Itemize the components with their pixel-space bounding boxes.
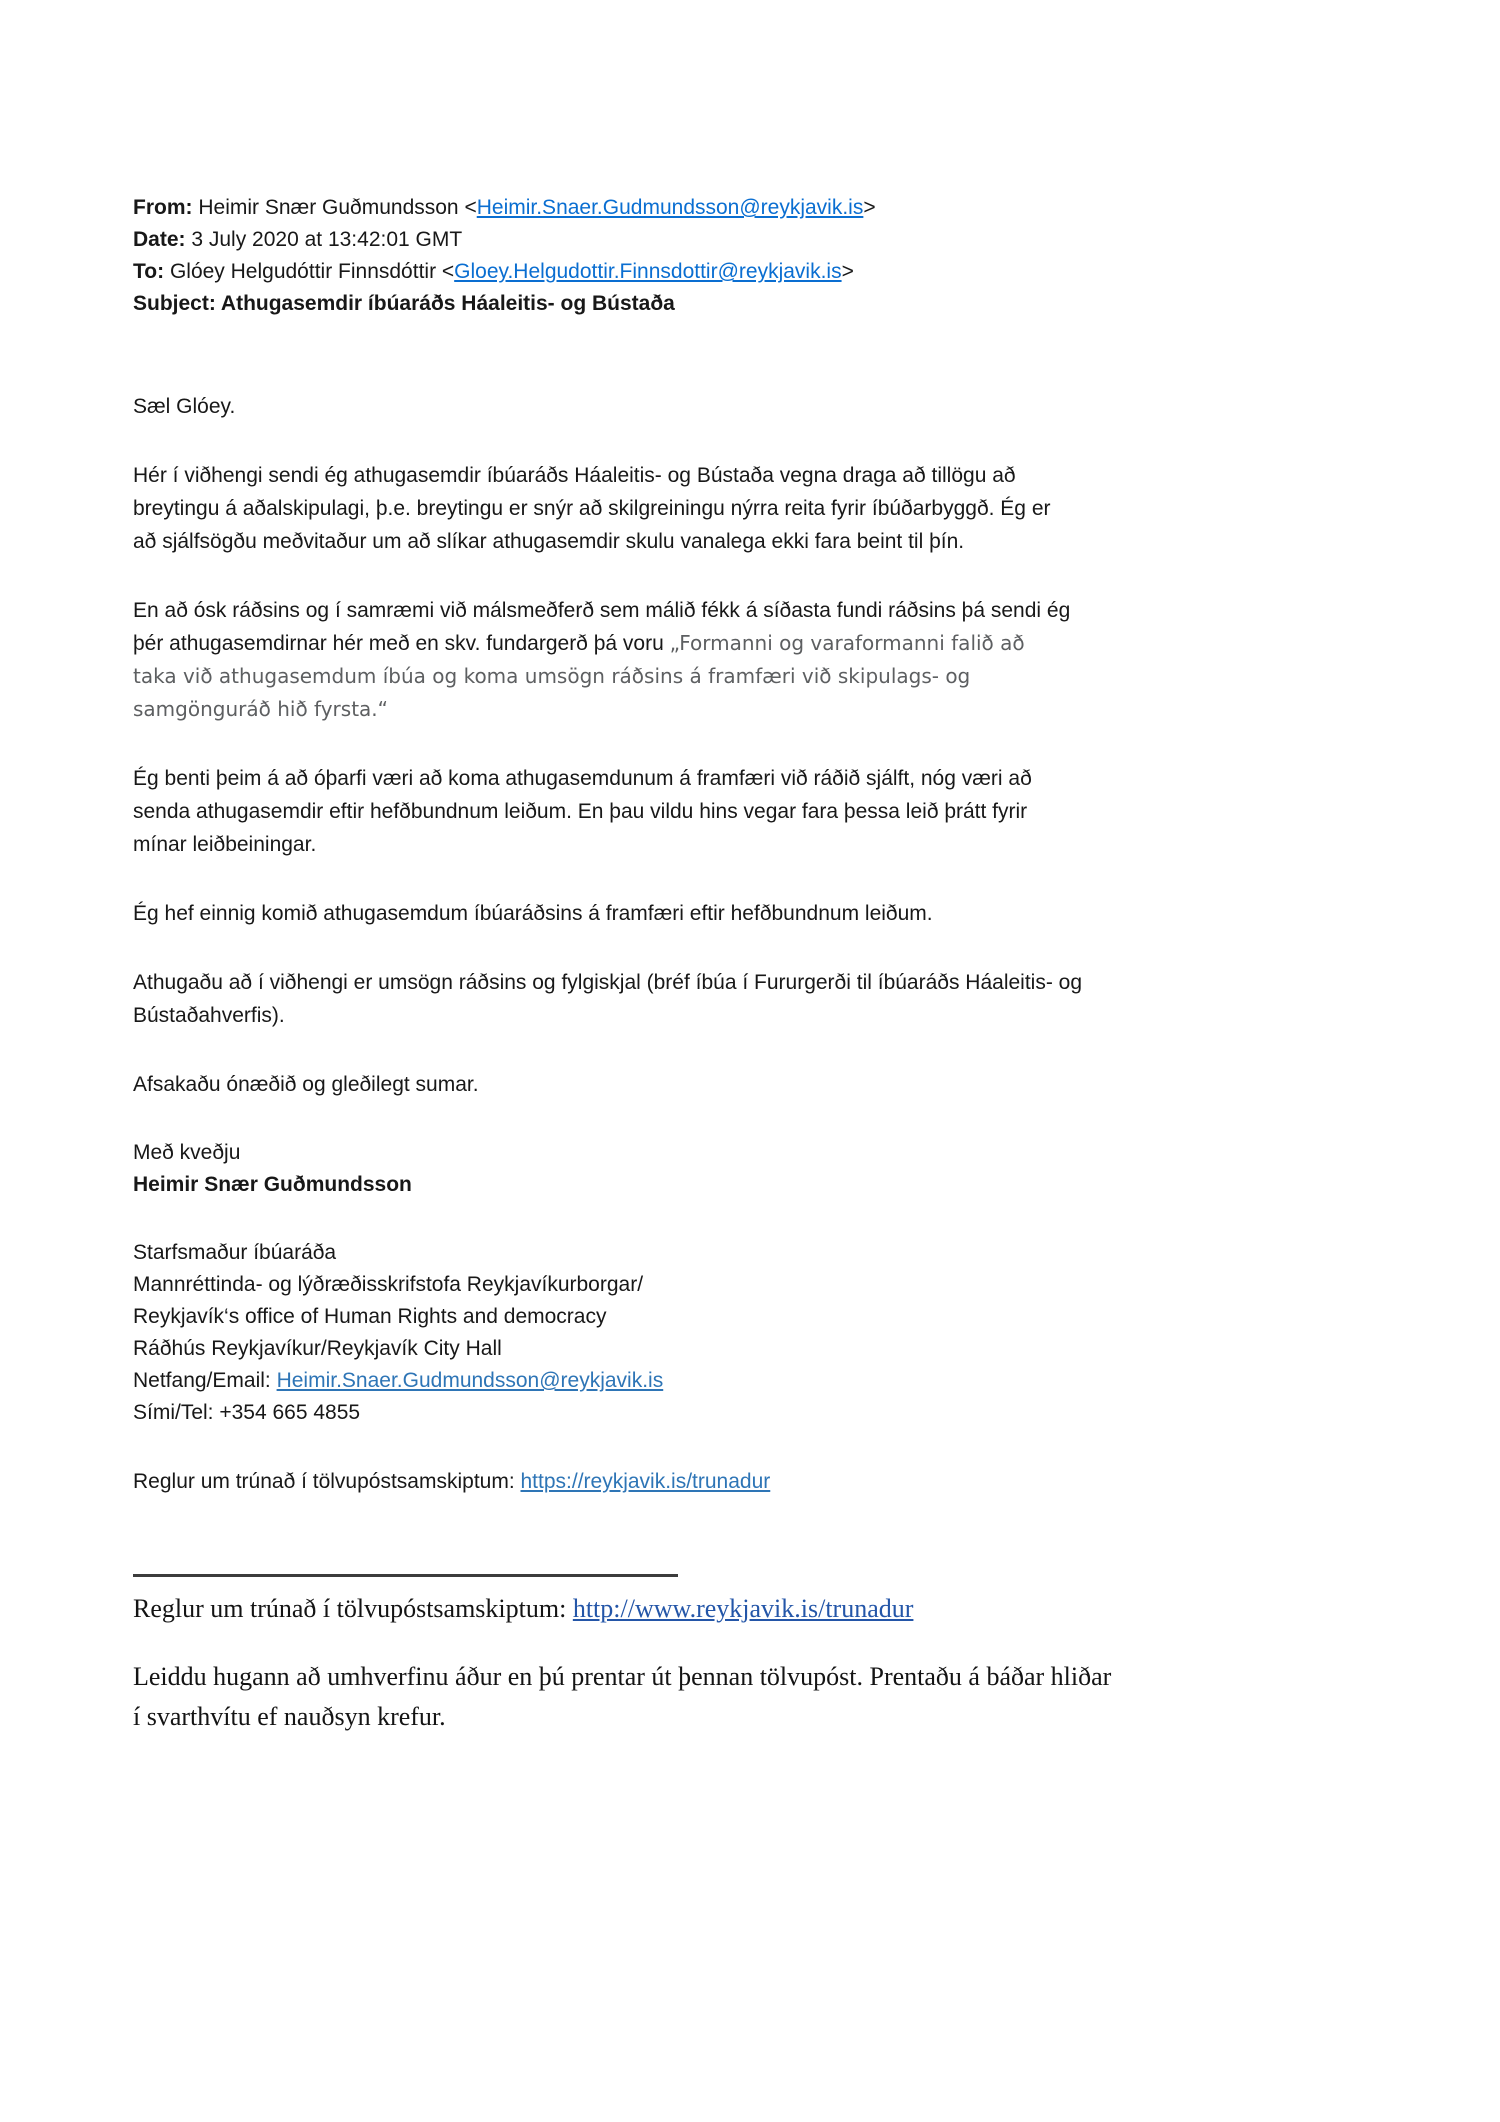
to-email-link[interactable]: Gloey.Helgudottir.Finnsdottir@reykjavik.is	[454, 260, 842, 283]
greeting-paragraph: Sæl Glóey.	[133, 395, 236, 418]
email-header-subject-row	[133, 288, 1400, 320]
to-name: Glóey Helgudóttir Finnsdóttir	[169, 260, 442, 283]
subject-value: Athugasemdir íbúaráðs Háaleitis- og Bústaða	[220, 292, 675, 315]
signature-email-link[interactable]: Heimir.Snaer.Gudmundsson@reykjavik.is	[276, 1369, 664, 1392]
from-name: Heimir Snær Guðmundsson	[198, 196, 465, 219]
signature-email-line	[133, 1365, 1363, 1397]
date-label: Date:	[133, 228, 186, 251]
email-header-from-row	[133, 192, 1400, 224]
email-header-date-row	[133, 224, 1400, 256]
advice-paragraph: Ég benti þeim á að óþarfi væri að koma athugasemdunum á framfæri við ráðið sjálft, nóg væri að senda athugasemdir eftir hefðbundnum leiðum. En þau vildu hins vegar fara þessa leið þrátt fyrir mínar leiðbeiningar.	[133, 767, 1032, 856]
sender-name: Heimir Snær Guðmundsson	[133, 1173, 412, 1196]
signature-address: Ráðhús Reykjavíkur/Reykjavík City Hall	[133, 1337, 502, 1360]
confidentiality-line	[133, 1465, 1363, 1498]
signature-email-label: Netfang/Email:	[133, 1369, 277, 1392]
to-label: To:	[133, 260, 165, 283]
signature-divider	[133, 1574, 678, 1577]
signature-office-en: Reykjavík‘s office of Human Rights and democracy	[133, 1305, 607, 1328]
signature-tel-label: Sími/Tel:	[133, 1401, 220, 1424]
apology-paragraph: Afsakaðu ónæðið og gleðilegt sumar.	[133, 1073, 479, 1096]
angle-bracket-open: <	[464, 196, 477, 219]
attachment-note-paragraph: Hér í viðhengi sendi ég athugasemdir íbúaráðs Háaleitis- og Bústaða vegna draga að tillögu að breytingu á aðalskipulagi, þ.e. breytingu er snýr að skilgreiningu nýrra reita fyrir íbúðarbyggð. Ég er að sjálfsögðu meðvitaður um að slíkar athugasemdir skulu vanalega ekki fara beint til þín.	[133, 464, 1051, 553]
angle-bracket-close: >	[863, 196, 876, 219]
also-sent-paragraph: Ég hef einnig komið athugasemdum íbúaráðsins á framfæri eftir hefðbundnum leiðum.	[133, 902, 933, 925]
signature-tel-line	[133, 1397, 1363, 1429]
minutes-quote-text: „Formanni og varaformanni falið að taka við athugasemdum íbúa og koma umsögn ráðsins á framfæri við skipulags- og samgönguráð hið fyrsta.“	[133, 631, 1025, 721]
date-value: 3 July 2020 at 13:42:01 GMT	[191, 228, 463, 251]
process-paragraph	[133, 594, 1363, 726]
angle-bracket-open: <	[441, 260, 455, 283]
footer-eco-paragraph: Leiddu hugann að umhverfinu áður en þú prentar út þennan tölvupóst. Prentaðu á báðar hliðar í svarthvítu ef nauðsyn krefur.	[133, 1662, 1112, 1731]
footer-confidentiality-line	[133, 1589, 1400, 1629]
signature-office-is: Mannréttinda- og lýðræðisskrifstofa Reykjavíkurborgar/	[133, 1273, 644, 1296]
attachment-contents-paragraph: Athugaðu að í viðhengi er umsögn ráðsins og fylgiskjal (bréf íbúa í Fururgerði til íbúaráðs Háaleitis- og Bústaðahverfis).	[133, 971, 1083, 1027]
closing-line: Með kveðju	[133, 1141, 241, 1164]
subject-label: Subject:	[133, 292, 216, 315]
email-header-block	[133, 192, 1400, 320]
confidentiality-label: Reglur um trúnað í tölvupóstsamskiptum:	[133, 1470, 521, 1493]
from-label: From:	[133, 196, 193, 219]
signature-role: Starfsmaður íbúaráða	[133, 1241, 337, 1264]
from-email-link[interactable]: Heimir.Snaer.Gudmundsson@reykjavik.is	[476, 196, 864, 219]
process-intro-text: En að ósk ráðsins og í samræmi við málsmeðferð sem málið fékk á síðasta fundi ráðsins þá sendi ég þér athugasemdirnar hér með en skv. fundargerð þá voru	[133, 599, 1071, 655]
footer-confidentiality-link[interactable]: http://www.reykjavik.is/trunadur	[572, 1594, 914, 1623]
signature-tel-value: +354 665 4855	[219, 1401, 361, 1424]
angle-bracket-close: >	[841, 260, 854, 283]
footer-confidentiality-label: Reglur um trúnað í tölvupóstsamskiptum:	[133, 1594, 573, 1623]
email-body	[133, 390, 1363, 1498]
email-header-to-row	[133, 256, 1400, 288]
confidentiality-link[interactable]: https://reykjavik.is/trunadur	[520, 1470, 771, 1493]
